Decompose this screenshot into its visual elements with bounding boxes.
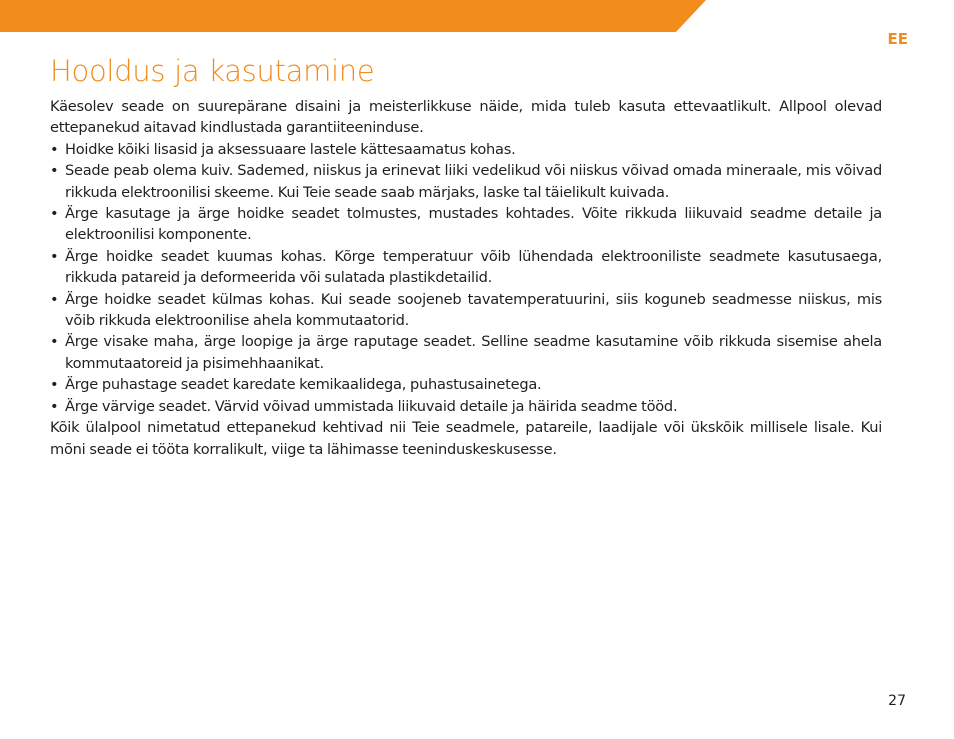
list-item: • Ärge hoidke seadet külmas kohas. Kui seade soojeneb tavatemperatuurini, siis koguneb seadmesse niiskus, mis võib rikkuda elektroonilise ahela kommutaatorid. [50, 290, 882, 330]
page-number: 27 [888, 693, 906, 709]
bullet-icon: • [50, 397, 59, 415]
bullet-icon: • [50, 376, 59, 394]
list-item: • Ärge visake maha, ärge loopige ja ärge raputage seadet. Selline seadme kasutamine võib rikkuda sisemise ahela kommutaatoreid ja pisimehhaanikat. [50, 333, 882, 372]
bullet-icon: • [50, 290, 59, 308]
list-item: • Ärge hoidke seadet kuumas kohas. Kõrge temperatuur võib lühendada elektrooniliste seadmete kasutusaega, rikkuda patareid ja deformeerida või sulatada plastikdetailid. [50, 247, 882, 287]
bullet-icon: • [50, 205, 59, 223]
list-item: • Seade peab olema kuiv. Sademed, niiskus ja erinevat liiki vedelikud või niiskus võivad omada mineraale, mis võivad rikkuda elektroonilisi skeeme. Kui Teie seade saab märjaks, laske tal täielikult kuivada. [50, 162, 882, 201]
bullet-icon: • [50, 247, 59, 265]
list-item: • Hoidke kõiki lisasid ja aksessuaare lastele kättesaamatus kohas. [50, 139, 882, 160]
list-item: • Ärge värvige seadet. Värvid võivad ummistada liikuvaid detaile ja häirida seadme tööd. [50, 396, 882, 417]
language-code: EE [887, 30, 908, 48]
bullet-icon: • [50, 140, 59, 158]
bullet-icon: • [50, 333, 59, 351]
intro-paragraph: Käesolev seade on suurepärane disaini ja meisterlikkuse näide, mida tuleb kasuta ettevaatlikult. Allpool olevad ettepanekud aitavad kindlustada garantiiteeninduse. [50, 98, 882, 137]
care-instructions-list [50, 139, 882, 417]
main-content [50, 96, 882, 460]
bullet-icon: • [50, 162, 59, 180]
list-item: • Ärge puhastage seadet karedate kemikaalidega, puhastusainetega. [50, 374, 882, 395]
list-item: • Ärge kasutage ja ärge hoidke seadet tolmustes, mustades kohtades. Võite rikkuda liikuvaid seadme detaile ja elektroonilisi komponente. [50, 205, 882, 244]
header-orange-band [0, 0, 954, 34]
page-title: Hooldus ja kasutamine [50, 54, 375, 88]
closing-paragraph: Kõik ülalpool nimetatud ettepanekud kehtivad nii Teie seadmele, patareile, laadijale või ükskõik millisele lisale. Kui mõni seade ei tööta korralikult, viige ta lähimasse teeninduskeskusesse. [50, 419, 882, 458]
